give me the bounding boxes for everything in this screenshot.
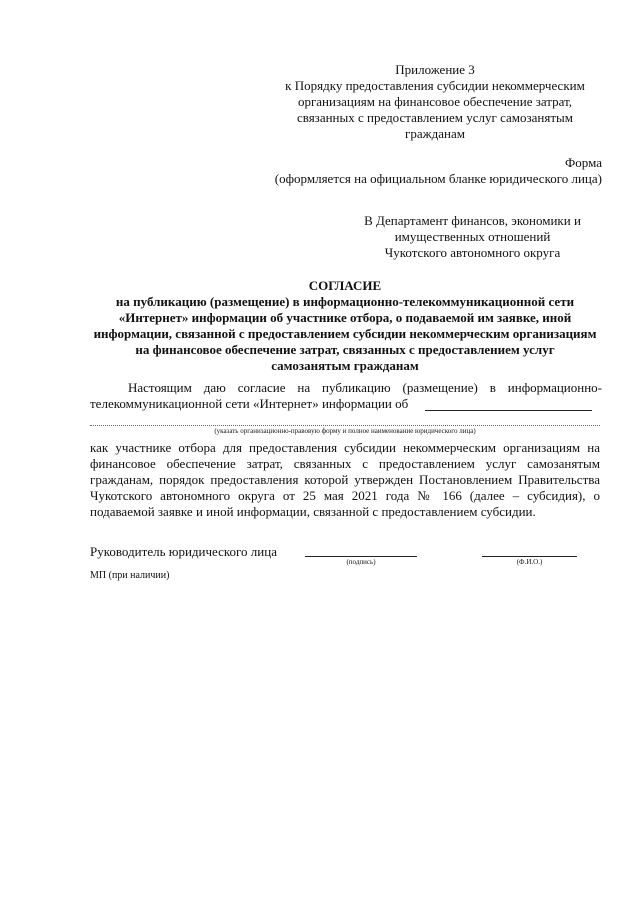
intro-line-2: телекоммуникационной сети «Интернет» информации об	[90, 396, 409, 411]
form-label: Форма	[565, 155, 602, 170]
body-line: финансовое обеспечение затрат, связанных с предоставлением услуг самозанятым	[90, 456, 600, 471]
appendix-number: Приложение 3	[395, 62, 475, 77]
signature-field[interactable]	[305, 556, 417, 557]
body-last-line: подаваемой заявке и иной информации, связанной с предоставлением субсидии.	[90, 504, 536, 519]
title-line: на публикацию (размещение) в информационно-телекоммуникационной сети	[115, 294, 575, 309]
body-line: Чукотского автономного округа от 25 мая 2021 года № 166 (далее – субсидия), о	[90, 488, 600, 503]
full-name-field[interactable]	[482, 556, 577, 557]
title-line: самозанятым гражданам	[271, 358, 419, 373]
title-heading: СОГЛАСИЕ	[308, 278, 382, 293]
document-title	[80, 278, 610, 374]
appendix-block	[270, 62, 600, 142]
title-line: информации, связанной с предоставлением субсидии некоммерческим организациям	[93, 326, 597, 341]
organization-name-field-continued[interactable]	[90, 425, 600, 426]
addressee-line: имущественных отношений	[394, 229, 551, 244]
addressee-line: Чукотского автономного округа	[384, 245, 561, 260]
appendix-line: организациям на финансовое обеспечение затрат,	[297, 94, 573, 109]
appendix-line: к Порядку предоставления субсидии некоммерческим	[285, 78, 585, 93]
signatory-role: Руководитель юридического лица	[90, 544, 277, 559]
title-line: на финансовое обеспечение затрат, связанных с предоставлением услуг	[135, 342, 555, 357]
appendix-line: связанных с предоставлением услуг самозанятым	[296, 110, 574, 125]
organization-name-field[interactable]	[425, 410, 592, 411]
organization-hint: (указать организационно-правовую форму и полное наименование юридического лица)	[214, 427, 476, 435]
addressee-block	[345, 213, 600, 261]
appendix-line: гражданам	[405, 126, 465, 141]
signature-hint: (подпись)	[346, 558, 376, 566]
form-note: (оформляется на официальном бланке юридического лица)	[274, 171, 602, 186]
full-name-hint: (Ф.И.О.)	[516, 558, 543, 566]
addressee-line: В Департамент финансов, экономики и	[364, 213, 581, 228]
stamp-place: МП (при наличии)	[90, 570, 170, 581]
body-line: гражданам, порядок предоставления которой утвержден Постановлением Правительства	[90, 472, 600, 487]
title-line: «Интернет» информации об участнике отбора, о подаваемой им заявке, иной	[118, 310, 572, 325]
intro-line-1: Настоящим даю согласие на публикацию (размещение) в информационно-	[128, 380, 602, 395]
body-line: как участнике отбора для предоставления субсидии некоммерческим организациям на	[90, 440, 600, 455]
